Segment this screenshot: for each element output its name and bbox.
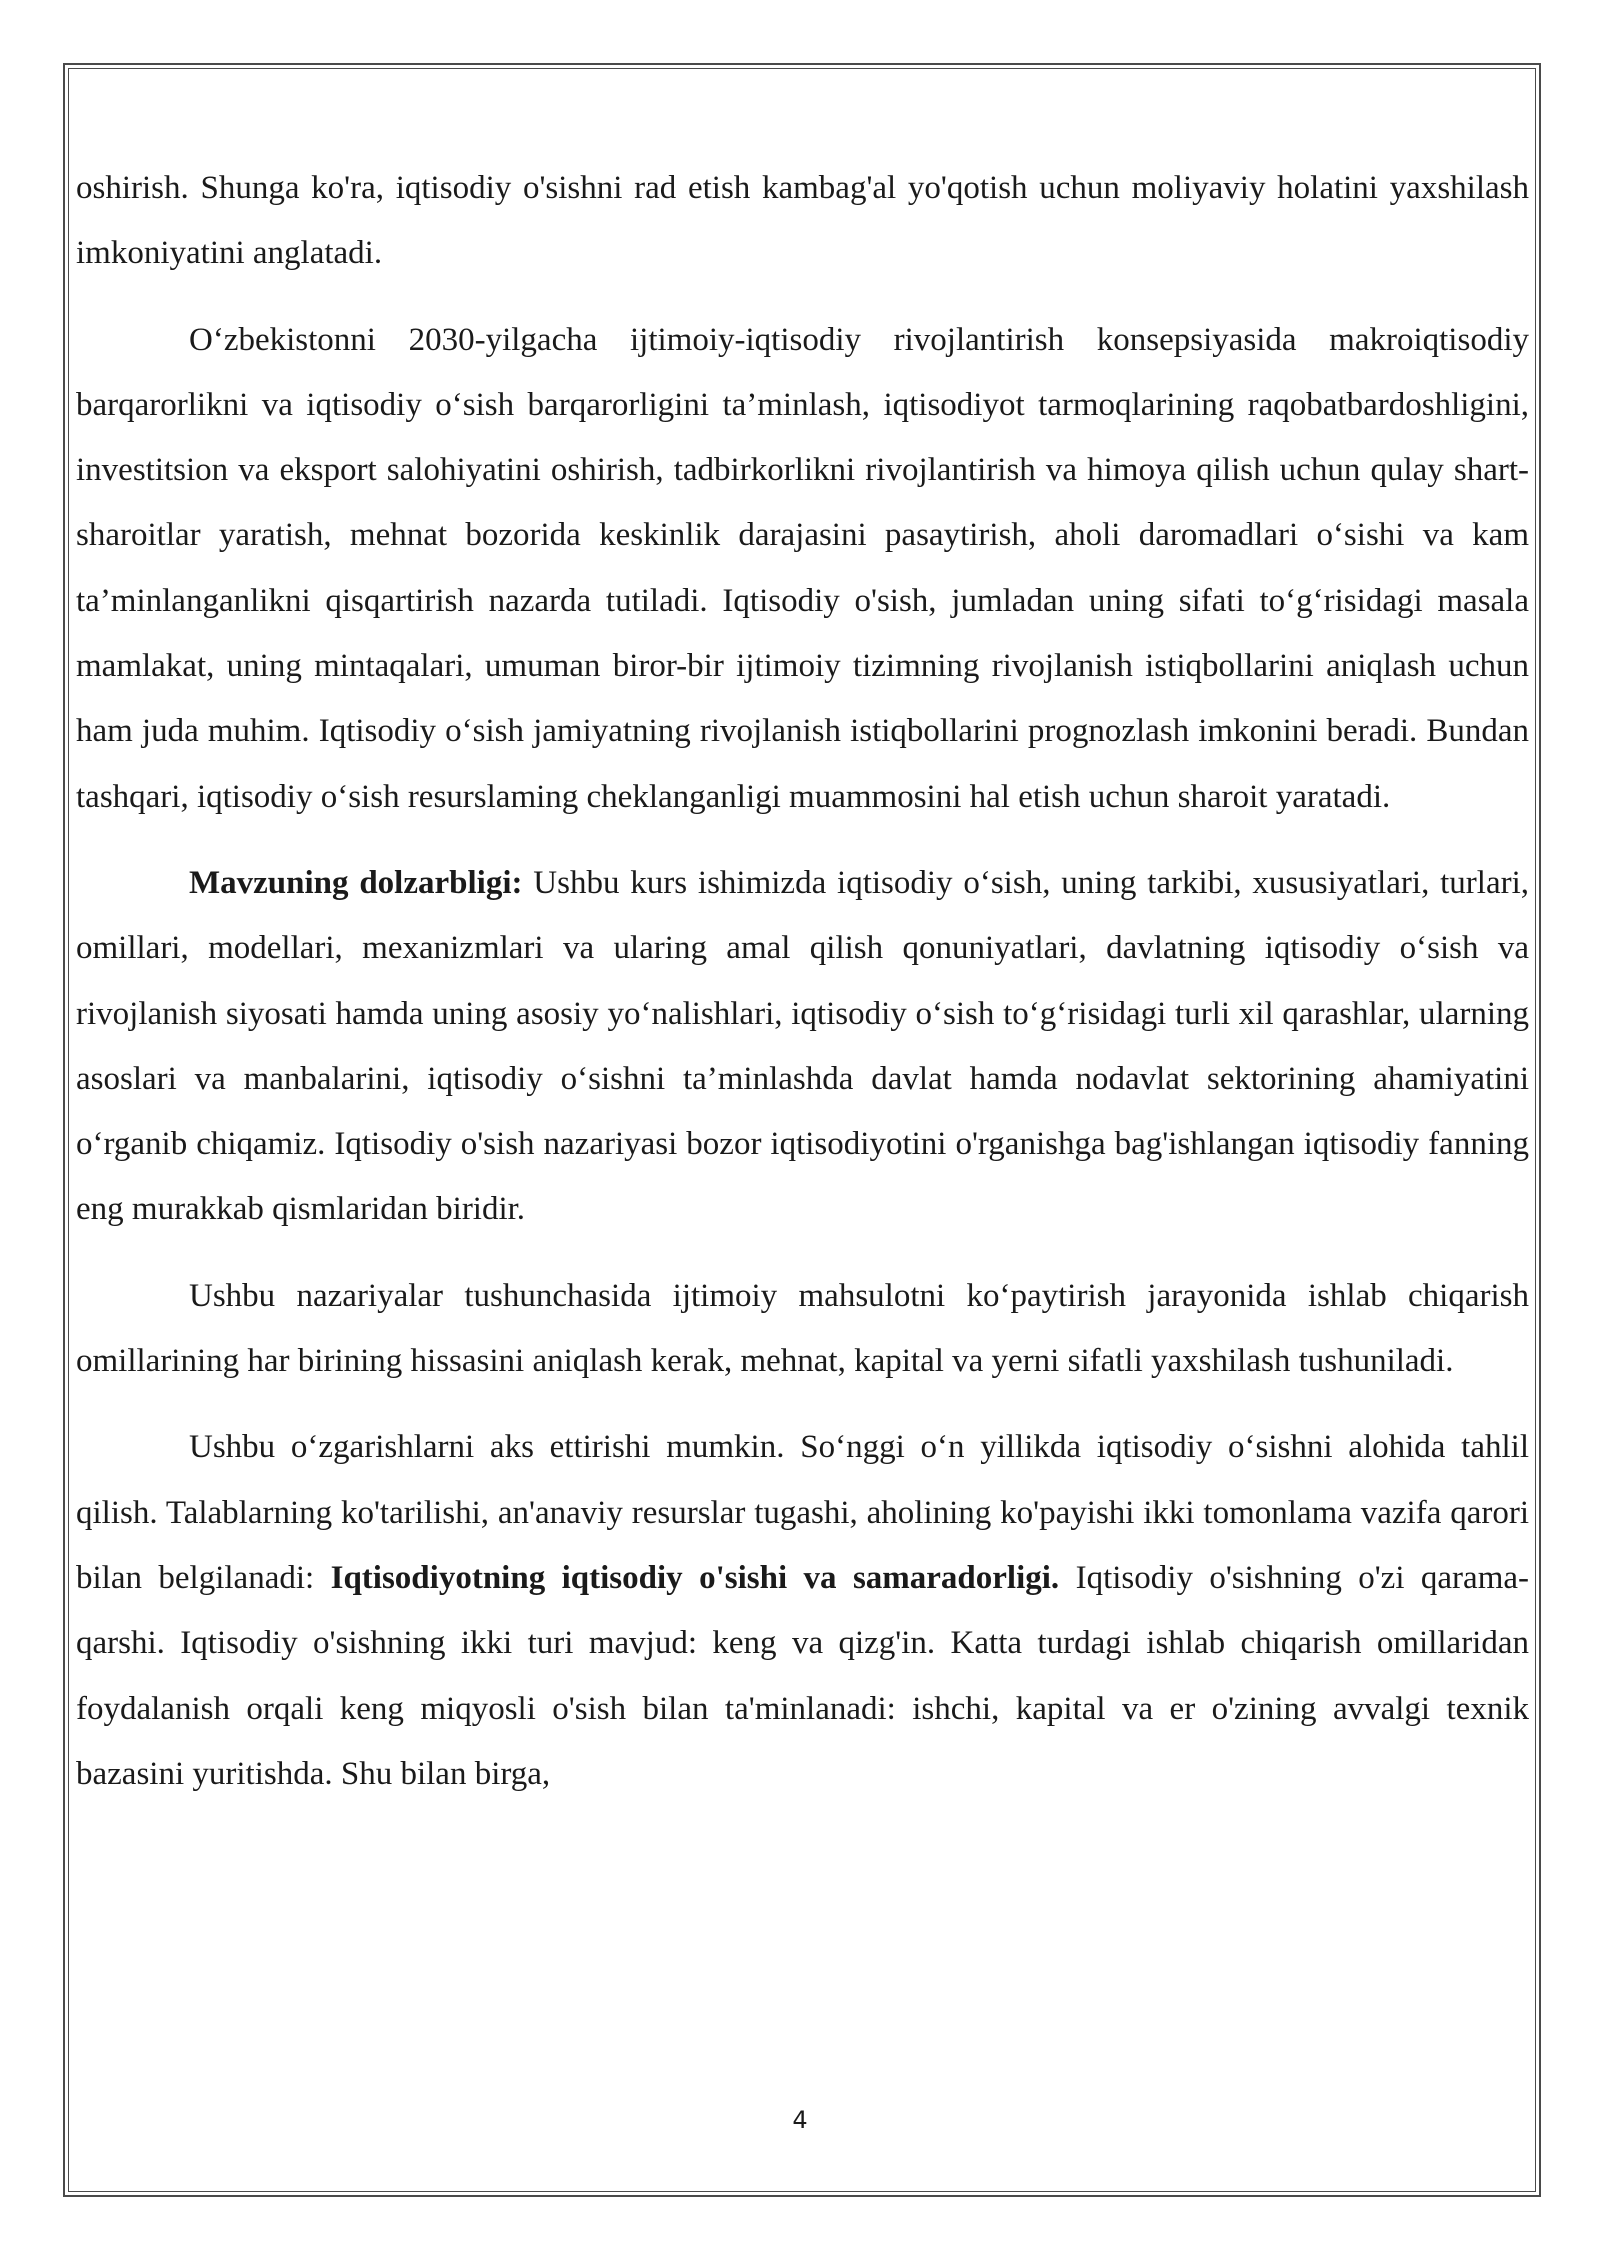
paragraph-changes — [76, 1415, 1529, 1807]
paragraph-concept-2030 — [76, 308, 1529, 830]
paragraph-lead-heading: Mavzuning dolzarbligi: — [189, 864, 523, 901]
paragraph-continuation — [76, 156, 1529, 287]
document-body — [76, 156, 1529, 1807]
paragraph-bold-phrase: Iqtisodiyotning iqtisodiy o'sishi va samaradorligi. — [330, 1559, 1060, 1596]
paragraph-text: Ushbu kurs ishimizda iqtisodiy o‘sish, uning tarkibi, xususiyatlari, turlari, omillari, modellari, mexanizmlari va ularing amal qilish qonuniyatlari, davlatning iqtisodiy o‘sish va rivojlanish siyosati hamda uning asosiy yo‘nalishlari, iqtisodiy o‘sish to‘g‘risidagi turli xil qarashlar, ularning asoslari va manbalarini, iqtisodiy o‘sishni ta’minlashda davlat hamda nodavlat sektorining ahamiyatini o‘rganib chiqamiz. Iqtisodiy o'sish nazariyasi bozor iqtisodiyotini o'rganishga bag'ishlangan iqtisodiy fanning eng murakkab qismlaridan biridir. — [76, 864, 1529, 1228]
page-number: 4 — [792, 2106, 808, 2134]
paragraph-theories — [76, 1264, 1529, 1395]
paragraph-text: Ushbu nazariyalar tushunchasida ijtimoiy mahsulotni ko‘paytirish jarayonida ishlab chiqarish omillarining har birining hissasini aniqlash kerak, mehnat, kapital va yerni sifatli yaxshilash tushuniladi. — [76, 1277, 1529, 1380]
paragraph-text: Iqtisodiy o'sishning o'zi qarama-qarshi. Iqtisodiy o'sishning ikki turi mavjud: keng va qizg'in. Katta turdagi ishlab chiqarish omillaridan foydalanish orqali keng miqyosli o'sish bilan ta'minlanadi: ishchi, kapital va er o'zining avvalgi texnik bazasini yuritishda. Shu bilan birga, — [76, 1559, 1530, 1792]
paragraph-text: oshirish. Shunga ko'ra, iqtisodiy o'sishni rad etish kambag'al yo'qotish uchun moliyaviy holatini yaxshilash imkoniyatini anglatadi. — [76, 170, 1529, 272]
paragraph-relevance — [76, 851, 1529, 1243]
paragraph-text: O‘zbekistonni 2030-yilgacha ijtimoiy-iqtisodiy rivojlantirish konsepsiyasida makroiqtisodiy barqarorlikni va iqtisodiy o‘sish barqarorligini ta’minlash, iqtisodiyot tarmoqlarining raqobatbardoshligini, investitsion va eksport salohiyatini oshirish, tadbirkorlikni rivojlantirish va himoya qilish uchun qulay shart-sharoitlar yaratish, mehnat bozorida keskinlik darajasini pasaytirish, aholi daromadlari o‘sishi va kam ta’minlanganlikni qisqartirish nazarda tutiladi. Iqtisodiy o'sish, jumladan uning sifati to‘g‘risidagi masala mamlakat, uning mintaqalari, umuman biror-bir ijtimoiy tizimning rivojlanish istiqbollarini aniqlash uchun ham juda muhim. Iqtisodiy o‘sish jamiyatning rivojlanish istiqbollarini prognozlash imkonini beradi. Bundan tashqari, iqtisodiy o‘sish resurslaming cheklanganligi muammosini hal etish uchun sharoit yaratadi. — [76, 321, 1529, 815]
paragraph-text: Ushbu o‘zgarishlarni aks ettirishi mumkin. So‘nggi o‘n yillikda iqtisodiy o‘sishni alohida tahlil qilish. Talablarning ko'tarilishi, an'anaviy resurslar tugashi, aholining ko'payishi ikki tomonlama vazifa qarori bilan belgilanadi: — [76, 1429, 1529, 1596]
